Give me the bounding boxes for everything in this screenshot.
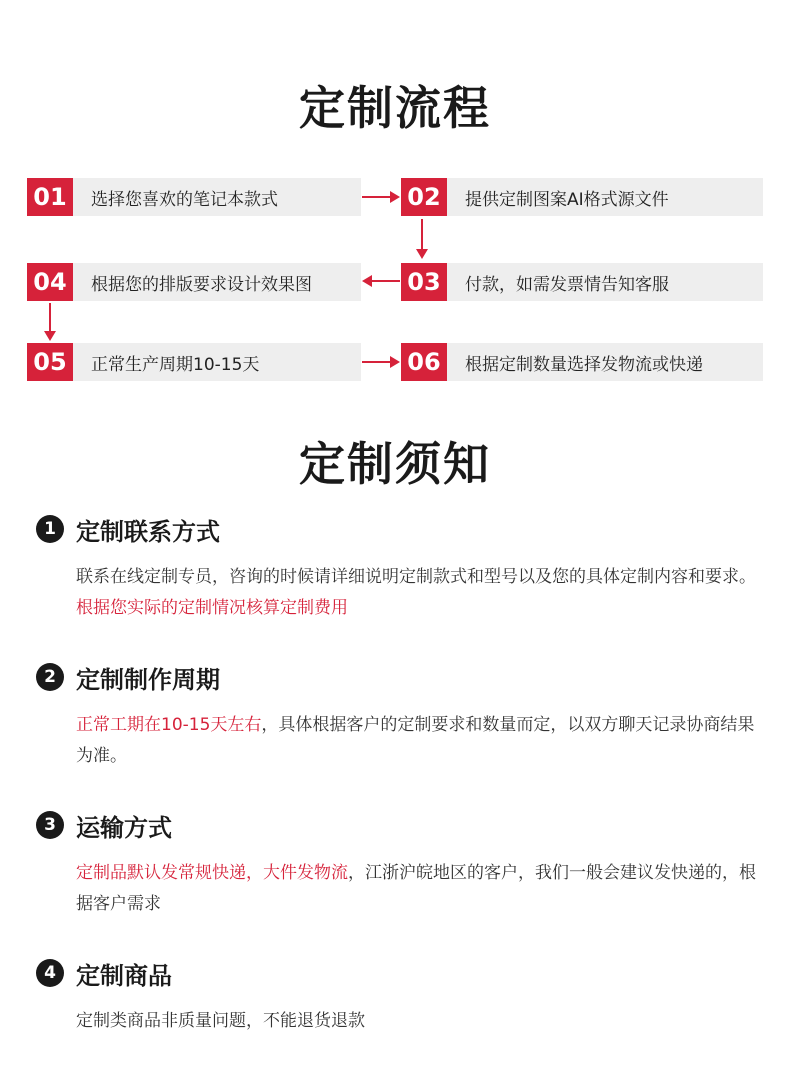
step-02 [401,178,763,216]
body-highlight: 根据您实际的定制情况核算定制费用 [76,598,348,618]
notice-item-title: 运输方式 [76,813,172,842]
body-text: ，具体根据客户的定制要求和数量而定，以双方聊天记录协商结果为准。 [76,715,755,766]
notice-item-goods [36,956,766,1037]
number-badge: 4 [36,959,64,987]
notice-item-body [76,858,766,920]
body-text: 联系在线定制专员，咨询的时候请详细说明定制款式和型号以及您的具体定制内容和要求。 [76,567,756,587]
body-text: ，江浙沪皖地区的客户，我们一般会建议发快递的，根据客户需求 [76,863,756,914]
step-number: 04 [27,263,73,301]
number-badge: 3 [36,811,64,839]
arrow-down-icon [41,303,59,341]
notice-title: 定制须知 [299,437,491,491]
step-number: 02 [401,178,447,216]
arrow-right-icon [362,353,400,371]
arrow-down-icon [413,219,431,259]
step-text: 提供定制图案AI格式源文件 [465,189,669,210]
step-05 [27,343,361,381]
notice-item-body [76,1006,766,1037]
notice-item-cycle [36,660,766,772]
notice-item-body [76,562,766,624]
step-text: 根据您的排版要求设计效果图 [91,274,312,295]
step-number: 01 [27,178,73,216]
step-03 [401,263,763,301]
step-number: 05 [27,343,73,381]
notice-item-title: 定制联系方式 [76,517,220,546]
step-06 [401,343,763,381]
arrow-right-icon [362,188,400,206]
body-highlight: 定制品默认发常规快递，大件发物流 [76,863,348,883]
step-text: 选择您喜欢的笔记本款式 [91,189,278,210]
step-04 [27,263,361,301]
step-text: 根据定制数量选择发物流或快递 [465,354,703,375]
process-title: 定制流程 [299,81,491,135]
step-text: 付款，如需发票情告知客服 [465,274,669,295]
step-text: 正常生产周期10-15天 [91,354,260,375]
step-number: 03 [401,263,447,301]
step-01 [27,178,361,216]
arrow-left-icon [362,272,400,290]
body-highlight: 正常工期在10-15天左右 [76,715,262,735]
notice-item-body [76,710,766,772]
notice-item-title: 定制制作周期 [76,665,220,694]
body-text: 定制类商品非质量问题，不能退货退款 [76,1011,365,1031]
notice-item-shipping [36,808,766,920]
step-number: 06 [401,343,447,381]
notice-item-title: 定制商品 [76,961,172,990]
number-badge: 2 [36,663,64,691]
notice-item-contact [36,512,766,624]
number-badge: 1 [36,515,64,543]
